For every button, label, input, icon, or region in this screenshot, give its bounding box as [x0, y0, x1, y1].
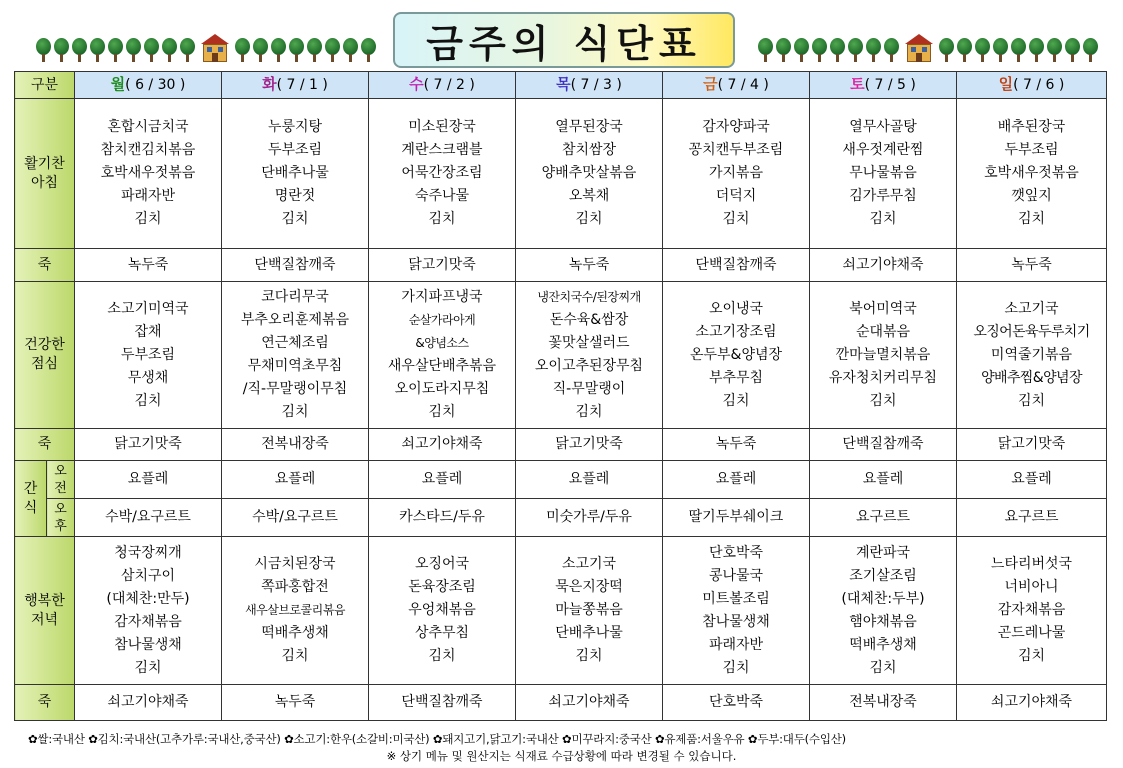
porridge-cell: 녹두죽 [516, 249, 663, 282]
day-date: ( 7 / 5 ) [864, 77, 916, 93]
porridge-cell: 닭고기맛죽 [75, 429, 222, 461]
snack-pm-cell: 수박/요구르트 [75, 499, 222, 537]
page-title: 금주의 식단표 [393, 12, 735, 68]
porridge-cell: 녹두죽 [75, 249, 222, 282]
day-name: 월 [110, 75, 126, 93]
lunch-cell: 가지파프냉국 순살가라아게 &양념소스 새우살단배추볶음 오이도라지무침 김치 [369, 282, 516, 429]
row-label-porridge: 죽 [15, 429, 75, 461]
snack-am-cell: 요플레 [663, 461, 810, 499]
house-icon [201, 34, 229, 62]
day-header-sat [810, 72, 957, 99]
lunch-cell: 냉잔치국수/된장찌개 돈수육&쌈장 꽃맛살샐러드 오이고추된장무침 직-무말랭이 김치 [516, 282, 663, 429]
tree-icon [289, 38, 304, 62]
tree-icon [758, 38, 773, 62]
day-date: ( 7 / 2 ) [423, 77, 475, 93]
day-header-sun [957, 72, 1107, 99]
lunch-cell: 코다리무국 부추오리훈제볶음 연근체조림 무채미역초무침 /직-무말랭이무침 김치 [222, 282, 369, 429]
breakfast-cell: 누룽지탕 두부조림 단배추나물 명란젓 김치 [222, 99, 369, 249]
tree-icon [866, 38, 881, 62]
lunch-cell: 소고기미역국 잡채 두부조림 무생채 김치 [75, 282, 222, 429]
row-label-breakfast: 활기찬 아침 [15, 99, 75, 249]
tree-icon [36, 38, 51, 62]
porridge-row-dinner [15, 685, 1107, 721]
day-date: ( 7 / 4 ) [717, 77, 769, 93]
dinner-cell: 오징어국 돈육장조림 우엉채볶음 상추무침 김치 [369, 537, 516, 685]
porridge-cell: 쇠고기야채죽 [369, 429, 516, 461]
snack-row-am [15, 461, 1107, 499]
snack-pm-cell: 수박/요구르트 [222, 499, 369, 537]
snack-row-pm [15, 499, 1107, 537]
tree-icon [794, 38, 809, 62]
lunch-cell: 소고기국 오징어돈육두루치기 미역줄기볶음 양배추찜&양념장 김치 [957, 282, 1107, 429]
day-name: 금 [703, 75, 718, 93]
day-date: ( 7 / 6 ) [1013, 77, 1065, 93]
tree-icon [271, 38, 286, 62]
row-label-snack: 간 식 [15, 461, 47, 537]
porridge-row-lunch [15, 429, 1107, 461]
porridge-cell: 쇠고기야채죽 [810, 249, 957, 282]
porridge-cell: 전복내장죽 [810, 685, 957, 721]
lunch-cell: 북어미역국 순대볶음 깐마늘멸치볶음 유자청치커리무침 김치 [810, 282, 957, 429]
tree-icon [975, 38, 990, 62]
tree-icon [253, 38, 268, 62]
snack-pm-cell: 요구르트 [810, 499, 957, 537]
lunch-row [15, 282, 1107, 429]
porridge-cell: 쇠고기야채죽 [516, 685, 663, 721]
tree-icon [54, 38, 69, 62]
tree-icon [361, 38, 376, 62]
tree-icon [235, 38, 250, 62]
snack-am-cell: 요플레 [222, 461, 369, 499]
snack-pm-cell: 카스타드/두유 [369, 499, 516, 537]
breakfast-cell: 감자양파국 꽁치캔두부조림 가지볶음 더덕지 김치 [663, 99, 810, 249]
breakfast-cell: 열무사골탕 새우젓계란찜 무나물볶음 김가루무침 김치 [810, 99, 957, 249]
tree-icon [162, 38, 177, 62]
tree-icon [776, 38, 791, 62]
porridge-cell: 전복내장죽 [222, 429, 369, 461]
snack-am-cell: 요플레 [516, 461, 663, 499]
porridge-row-breakfast [15, 249, 1107, 282]
tree-icon [1047, 38, 1062, 62]
day-header-mon [75, 72, 222, 99]
header-label: 구분 [15, 72, 75, 99]
tree-icon [72, 38, 87, 62]
day-date: ( 7 / 3 ) [570, 77, 622, 93]
breakfast-cell: 혼합시금치국 참치캔김치볶음 호박새우젓볶음 파래자반 김치 [75, 99, 222, 249]
tree-icon [1011, 38, 1026, 62]
snack-am-cell: 요플레 [75, 461, 222, 499]
header-row [15, 72, 1107, 99]
tree-icon [884, 38, 899, 62]
snack-pm-cell: 딸기두부쉐이크 [663, 499, 810, 537]
breakfast-cell: 배추된장국 두부조림 호박새우젓볶음 깻잎지 김치 [957, 99, 1107, 249]
tree-icon [307, 38, 322, 62]
tree-icon [848, 38, 863, 62]
change-notice: ※ 상기 메뉴 및 원산지는 식재료 수급상황에 따라 변경될 수 있습니다. [386, 749, 737, 763]
day-header-thu [516, 72, 663, 99]
day-name: 화 [262, 75, 277, 93]
snack-am-cell: 요플레 [810, 461, 957, 499]
day-name: 토 [850, 75, 865, 93]
menu-table [14, 71, 1107, 721]
tree-icon [325, 38, 340, 62]
tree-icon [993, 38, 1008, 62]
tree-icon [343, 38, 358, 62]
porridge-cell: 쇠고기야채죽 [75, 685, 222, 721]
right-decoration [758, 32, 1098, 62]
dinner-cell: 청국장찌개 삼치구이 (대체찬:만두) 감자채볶음 참나물생채 김치 [75, 537, 222, 685]
porridge-cell: 단호박죽 [663, 685, 810, 721]
dinner-cell: 시금치된장국 쪽파홍합전 새우살브로콜리볶음 떡배추생채 김치 [222, 537, 369, 685]
dinner-cell: 계란파국 조기살조림 (대체찬:두부) 햄야채볶음 떡배추생채 김치 [810, 537, 957, 685]
origin-note: ✿쌀:국내산 ✿김치:국내산(고추가루:국내산,중국산) ✿소고기:한우(소갈비:미국산) ✿돼지고기,닭고기:국내산 ✿미꾸라지:중국산 ✿유제품:서울우유 ✿두부:대두(수입산) [28, 732, 846, 746]
row-label-porridge: 죽 [15, 685, 75, 721]
snack-am-cell: 요플레 [369, 461, 516, 499]
day-date: ( 7 / 1 ) [276, 77, 328, 93]
tree-icon [1065, 38, 1080, 62]
porridge-cell: 닭고기맛죽 [369, 249, 516, 282]
porridge-cell: 녹두죽 [663, 429, 810, 461]
tree-icon [957, 38, 972, 62]
left-decoration [36, 32, 376, 62]
dinner-row [15, 537, 1107, 685]
tree-icon [812, 38, 827, 62]
snack-pm-cell: 미숫가루/두유 [516, 499, 663, 537]
snack-pm-cell: 요구르트 [957, 499, 1107, 537]
dinner-cell: 소고기국 묵은지장떡 마늘쫑볶음 단배추나물 김치 [516, 537, 663, 685]
snack-am-cell: 요플레 [957, 461, 1107, 499]
day-header-wed [369, 72, 516, 99]
porridge-cell: 닭고기맛죽 [957, 429, 1107, 461]
tree-icon [1029, 38, 1044, 62]
porridge-cell: 단백질참깨죽 [369, 685, 516, 721]
tree-icon [830, 38, 845, 62]
tree-icon [144, 38, 159, 62]
tree-icon [1083, 38, 1098, 62]
day-date: ( 6 / 30 ) [125, 77, 186, 93]
breakfast-cell: 미소된장국 계란스크램블 어묵간장조림 숙주나물 김치 [369, 99, 516, 249]
porridge-cell: 닭고기맛죽 [516, 429, 663, 461]
breakfast-cell: 열무된장국 참치쌈장 양배추맛살볶음 오복채 김치 [516, 99, 663, 249]
porridge-cell: 쇠고기야채죽 [957, 685, 1107, 721]
porridge-cell: 단백질참깨죽 [663, 249, 810, 282]
day-header-tue [222, 72, 369, 99]
tree-icon [180, 38, 195, 62]
row-label-dinner: 행복한 저녁 [15, 537, 75, 685]
row-label-lunch: 건강한 점심 [15, 282, 75, 429]
dinner-cell: 느타리버섯국 너비아니 감자채볶음 곤드레나물 김치 [957, 537, 1107, 685]
day-name: 일 [998, 75, 1014, 93]
tree-icon [108, 38, 123, 62]
row-label-snack-pm: 오 후 [47, 499, 75, 537]
row-label-porridge: 죽 [15, 249, 75, 282]
tree-icon [126, 38, 141, 62]
porridge-cell: 단백질참깨죽 [810, 429, 957, 461]
day-name: 목 [556, 75, 571, 93]
day-name: 수 [409, 75, 424, 93]
porridge-cell: 녹두죽 [222, 685, 369, 721]
porridge-cell: 녹두죽 [957, 249, 1107, 282]
breakfast-row [15, 99, 1107, 249]
lunch-cell: 오이냉국 소고기장조림 온두부&양념장 부추무침 김치 [663, 282, 810, 429]
day-header-fri [663, 72, 810, 99]
row-label-snack-am: 오 전 [47, 461, 75, 499]
porridge-cell: 단백질참깨죽 [222, 249, 369, 282]
house-icon [905, 34, 933, 62]
dinner-cell: 단호박죽 콩나물국 미트볼조림 참나물생채 파래자반 김치 [663, 537, 810, 685]
tree-icon [939, 38, 954, 62]
tree-icon [90, 38, 105, 62]
